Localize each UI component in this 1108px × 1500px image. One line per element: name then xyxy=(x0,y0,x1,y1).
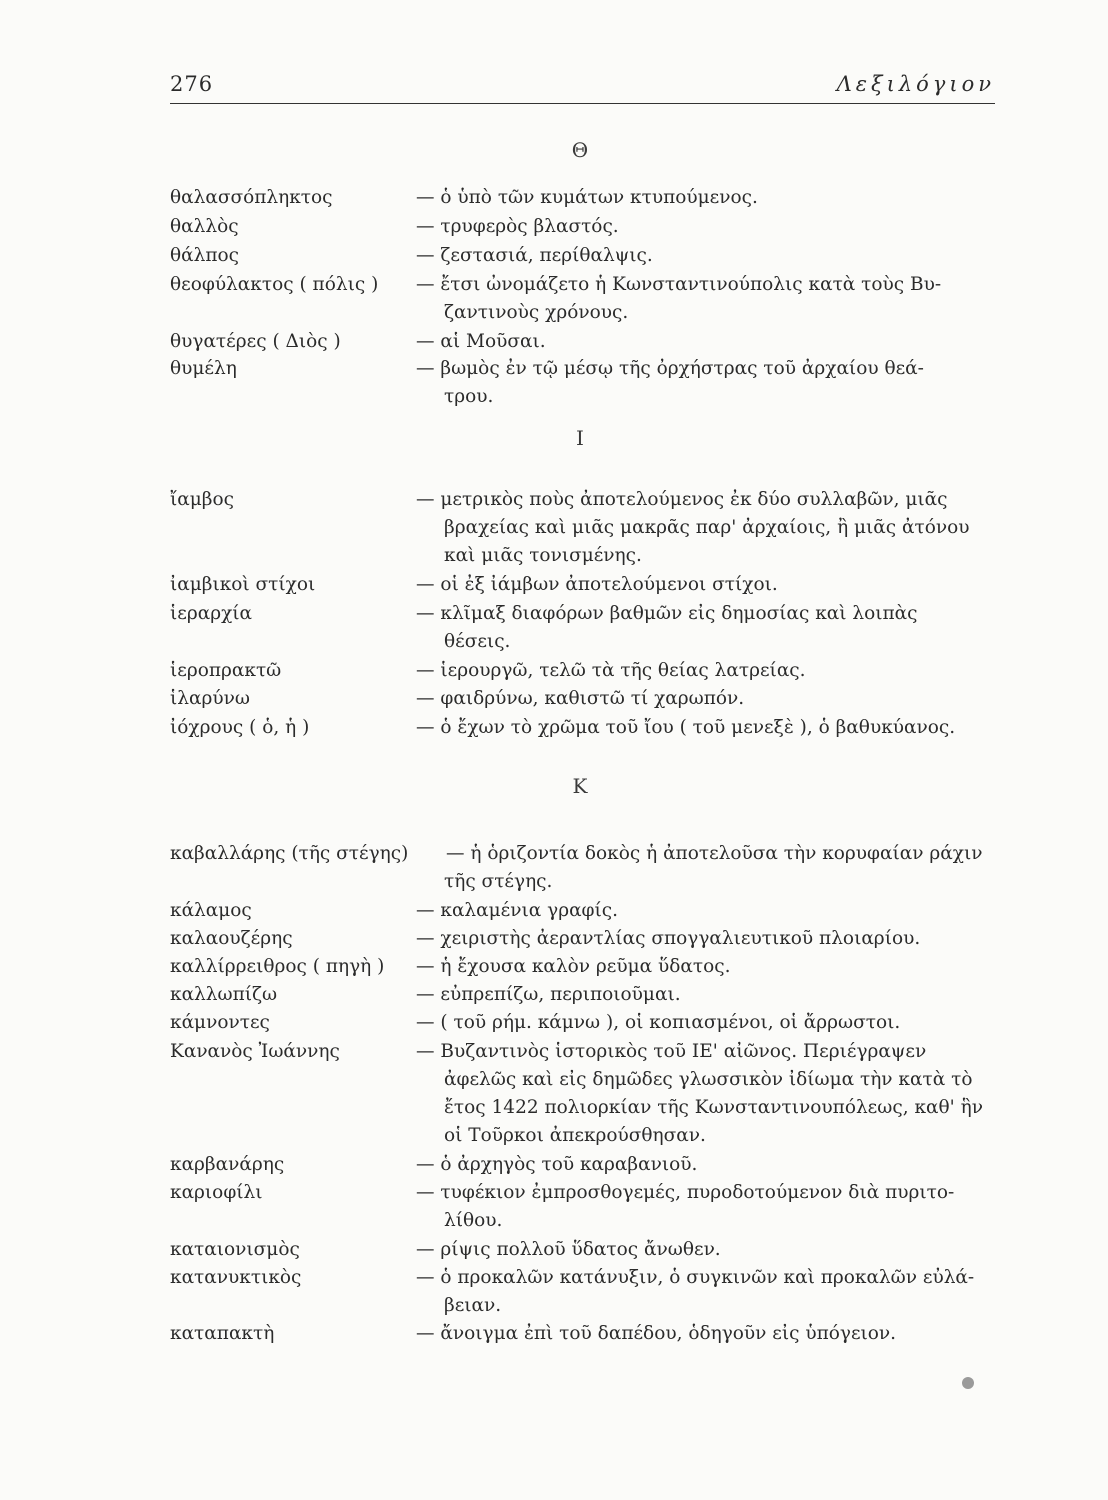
definition-continuation: ἀφελῶς καὶ εἰς δημῶδες γλωσσικὸν ἰδίωμα τὴν κατὰ τὸ xyxy=(444,1069,973,1090)
entry-term: ἱεροπρακτῶ xyxy=(170,660,282,681)
entry-continuation xyxy=(0,1207,1108,1235)
entry-term: ἴαμβος xyxy=(170,489,234,510)
entry-definition: — ὁ ὑπὸ τῶν κυμάτων κτυπούμενος. xyxy=(416,187,758,208)
definition-continuation: οἱ Τοῦρκοι ἀπεκρούσθησαν. xyxy=(444,1125,706,1146)
entry-definition: — ἡ ἔχουσα καλὸν ρεῦμα ὕδατος. xyxy=(416,956,731,977)
entry-continuation xyxy=(0,299,1108,327)
entry-row xyxy=(0,925,1108,953)
entry-continuation xyxy=(0,1094,1108,1122)
entry-definition: — ἄνοιγμα ἐπὶ τοῦ δαπέδου, ὁδηγοῦν εἰς ὑπόγειον. xyxy=(416,1323,897,1344)
section-letter-iota: Ι xyxy=(576,426,584,450)
entry-term: θαλλὸς xyxy=(170,216,239,237)
entry-term: ἱεραρχία xyxy=(170,603,253,624)
entry-row xyxy=(0,981,1108,1009)
entry-continuation xyxy=(0,1066,1108,1094)
running-title: Λεξιλόγιον xyxy=(836,72,995,96)
entry-row xyxy=(0,571,1108,599)
entry-term: ἰόχρους ( ὁ, ἡ ) xyxy=(170,717,310,738)
entry-row xyxy=(0,328,1108,356)
entry-definition: — ὁ ἔχων τὸ χρῶμα τοῦ ἴου ( τοῦ μενεξὲ ), ὁ βαθυκύανος. xyxy=(416,717,956,738)
entry-definition: — μετρικὸς ποὺς ἀποτελούμενος ἐκ δύο συλλαβῶν, μιᾶς xyxy=(416,489,948,510)
entry-row xyxy=(0,1179,1108,1207)
entry-term: θυγατέρες ( Διὸς ) xyxy=(170,331,341,352)
page-number: 276 xyxy=(170,72,214,96)
definition-continuation: βειαν. xyxy=(444,1295,502,1316)
entry-row xyxy=(0,355,1108,383)
entry-definition: — ἱερουργῶ, τελῶ τὰ τῆς θείας λατρείας. xyxy=(416,660,806,681)
entry-term: καριοφίλι xyxy=(170,1182,263,1203)
entry-row xyxy=(0,657,1108,685)
entry-row xyxy=(0,486,1108,514)
entry-term: καλλίρρειθρος ( πηγὴ ) xyxy=(170,956,385,977)
entry-row xyxy=(0,1151,1108,1179)
entry-row xyxy=(0,897,1108,925)
entry-definition: — τρυφερὸς βλαστός. xyxy=(416,216,619,237)
entry-term: θυμέλη xyxy=(170,358,237,379)
entry-definition: — ζεστασιά, περίθαλψις. xyxy=(416,245,653,266)
section-letter-kappa: Κ xyxy=(572,774,588,798)
definition-continuation: τρου. xyxy=(444,386,494,407)
entry-term: ἱλαρύνω xyxy=(170,688,250,709)
entry-continuation xyxy=(0,514,1108,542)
entry-row xyxy=(0,242,1108,270)
entry-term: θαλασσόπληκτος xyxy=(170,187,333,208)
entry-definition: — τυφέκιον ἐμπροσθογεμές, πυροδοτούμενον διὰ πυριτο- xyxy=(416,1182,955,1203)
entry-definition: — χειριστὴς ἀεραντλίας σπογγαλιευτικοῦ πλοιαρίου. xyxy=(416,928,921,949)
header-rule xyxy=(170,103,995,104)
entry-row xyxy=(0,271,1108,299)
entry-definition: — ὁ ἀρχηγὸς τοῦ καραβανιοῦ. xyxy=(416,1154,698,1175)
entry-row xyxy=(0,213,1108,241)
entry-row xyxy=(0,714,1108,742)
entry-term: κάλαμος xyxy=(170,900,252,921)
entry-term: καρβανάρης xyxy=(170,1154,285,1175)
entry-row xyxy=(0,840,1108,868)
entry-term: ἰαμβικοὶ στίχοι xyxy=(170,574,316,595)
entry-row xyxy=(0,685,1108,713)
entry-definition: — οἱ ἐξ ἰάμβων ἀποτελούμενοι στίχοι. xyxy=(416,574,778,595)
entry-term: θεοφύλακτος ( πόλις ) xyxy=(170,274,379,295)
entry-continuation xyxy=(0,542,1108,570)
entry-term: καταπακτὴ xyxy=(170,1323,275,1344)
entry-continuation xyxy=(0,1292,1108,1320)
entry-definition: — ἡ ὁριζοντία δοκὸς ἡ ἀποτελοῦσα τὴν κορυφαίαν ράχιν xyxy=(446,843,983,864)
ink-blot xyxy=(962,1377,974,1389)
definition-continuation: βραχείας καὶ μιᾶς μακρᾶς παρ' ἀρχαίοις, ἢ μιᾶς ἀτόνου xyxy=(444,517,970,538)
entry-definition: — κλῖμαξ διαφόρων βαθμῶν εἰς δημοσίας καὶ λοιπὰς xyxy=(416,603,918,624)
entry-row xyxy=(0,1038,1108,1066)
entry-term: Κανανὸς Ἰωάννης xyxy=(170,1041,340,1062)
entry-definition: — ( τοῦ ρήμ. κάμνω ), οἱ κοπιασμένοι, οἱ ἄρρωστοι. xyxy=(416,1012,901,1033)
entry-row xyxy=(0,600,1108,628)
entry-term: κατανυκτικὸς xyxy=(170,1267,302,1288)
definition-continuation: ἔτος 1422 πολιορκίαν τῆς Κωνσταντινουπόλεως, καθ' ἣν xyxy=(444,1097,983,1118)
entry-definition: — Βυζαντινὸς ἱστορικὸς τοῦ ΙΕ' αἰῶνος. Περιέγραψεν xyxy=(416,1041,927,1062)
entry-continuation xyxy=(0,383,1108,411)
entry-definition: — βωμὸς ἐν τῷ μέσῳ τῆς ὀρχήστρας τοῦ ἀρχαίου θεά- xyxy=(416,358,924,379)
entry-term: καταιονισμὸς xyxy=(170,1239,300,1260)
definition-continuation: ζαντινοὺς χρόνους. xyxy=(444,302,629,323)
entry-definition: — φαιδρύνω, καθιστῶ τί χαρωπόν. xyxy=(416,688,745,709)
entry-row xyxy=(0,184,1108,212)
entry-definition: — καλαμένια γραφίς. xyxy=(416,900,619,921)
entry-row xyxy=(0,1264,1108,1292)
definition-continuation: θέσεις. xyxy=(444,631,511,652)
section-letter-theta: Θ xyxy=(571,138,589,162)
entry-continuation xyxy=(0,1122,1108,1150)
entry-row xyxy=(0,953,1108,981)
entry-term: καβαλλάρης (τῆς στέγης) xyxy=(170,843,409,864)
definition-continuation: τῆς στέγης. xyxy=(444,871,553,892)
entry-continuation xyxy=(0,628,1108,656)
entry-row xyxy=(0,1236,1108,1264)
entry-row xyxy=(0,1320,1108,1348)
entry-definition: — ὁ προκαλῶν κατάνυξιν, ὁ συγκινῶν καὶ προκαλῶν εὐλά- xyxy=(416,1267,975,1288)
entry-term: θάλπος xyxy=(170,245,240,266)
entry-definition: — αἱ Μοῦσαι. xyxy=(416,331,546,352)
entry-row xyxy=(0,1009,1108,1037)
definition-continuation: καὶ μιᾶς τονισμένης. xyxy=(444,545,642,566)
page-header xyxy=(170,72,995,96)
entry-term: καλλωπίζω xyxy=(170,984,278,1005)
entry-definition: — εὐπρεπίζω, περιποιοῦμαι. xyxy=(416,984,681,1005)
entry-definition: — ἔτσι ὠνομάζετο ἡ Κωνσταντινούπολις κατὰ τοὺς Βυ- xyxy=(416,274,942,295)
entry-definition: — ρίψις πολλοῦ ὕδατος ἄνωθεν. xyxy=(416,1239,721,1260)
entry-term: καλαουζέρης xyxy=(170,928,293,949)
entry-term: κάμνοντες xyxy=(170,1012,270,1033)
definition-continuation: λίθου. xyxy=(444,1210,503,1231)
entry-continuation xyxy=(0,868,1108,896)
